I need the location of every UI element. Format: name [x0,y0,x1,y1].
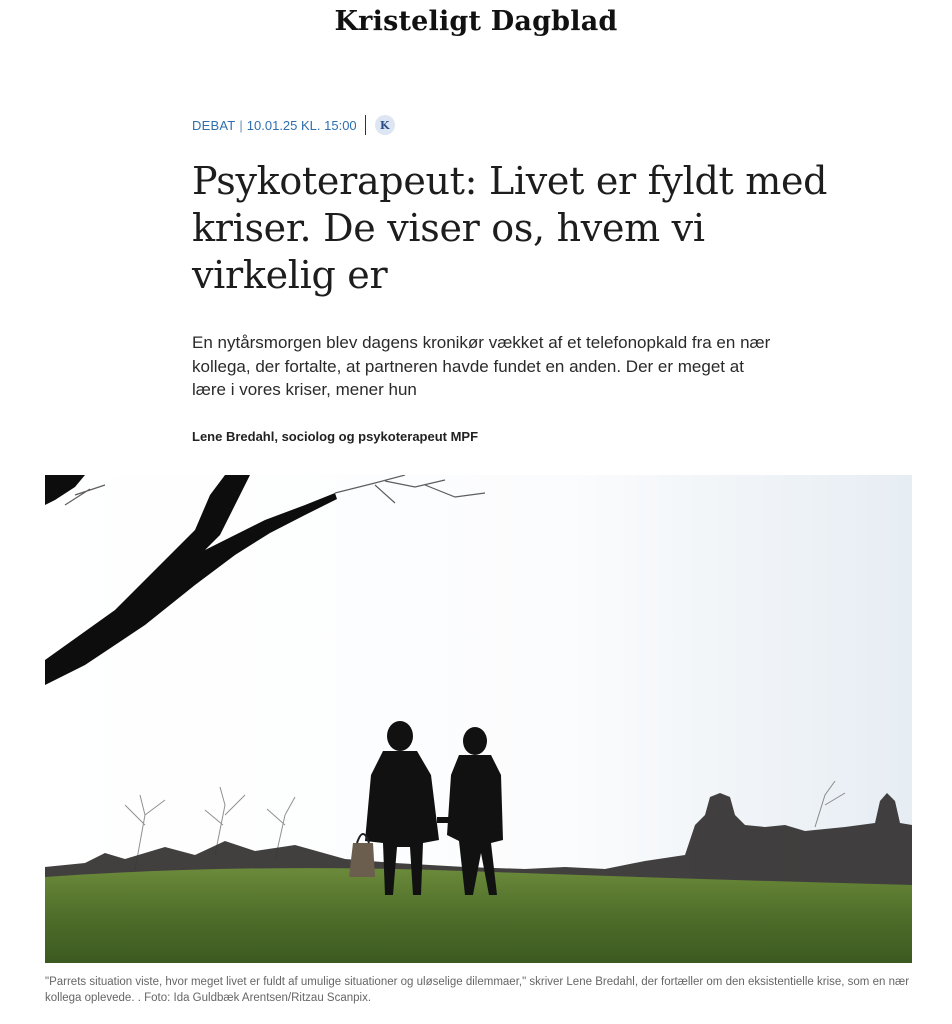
section-link[interactable]: DEBAT [192,117,236,133]
image-caption: "Parrets situation viste, hvor meget livet er fuldt af umulige situationer og uløselige dilemmaer," skriver Lene Bredahl, der fortæller om den eksistentielle krise, som en nær kollega oplevede. . Foto: Ida Guldbæk Arentsen/Ritzau Scanpix. [45,976,910,1004]
article-headline: Psykoterapeut: Livet er fyldt med kriser. De viser os, hvem vi virkelig er [192,159,828,297]
article-meta [192,115,395,135]
hero-image [45,475,912,963]
article-byline[interactable]: Lene Bredahl, sociolog og psykoterapeut MPF [192,429,479,444]
meta-divider [365,115,366,135]
kristeligt-k-icon: K [375,115,395,135]
article-timestamp: 10.01.25 KL. 15:00 [246,117,357,133]
meta-separator: | [239,117,243,133]
masthead-logo[interactable]: Kristeligt Dagblad [334,6,618,37]
article-lead: En nytårsmorgen blev dagens kronikør vækket af et telefonopkald fra en nær kollega, der fortalte, at partneren havde fundet en anden. Der er meget at lære i vores kriser, mener hun [192,333,771,399]
couple-silhouette-photo [45,475,912,963]
